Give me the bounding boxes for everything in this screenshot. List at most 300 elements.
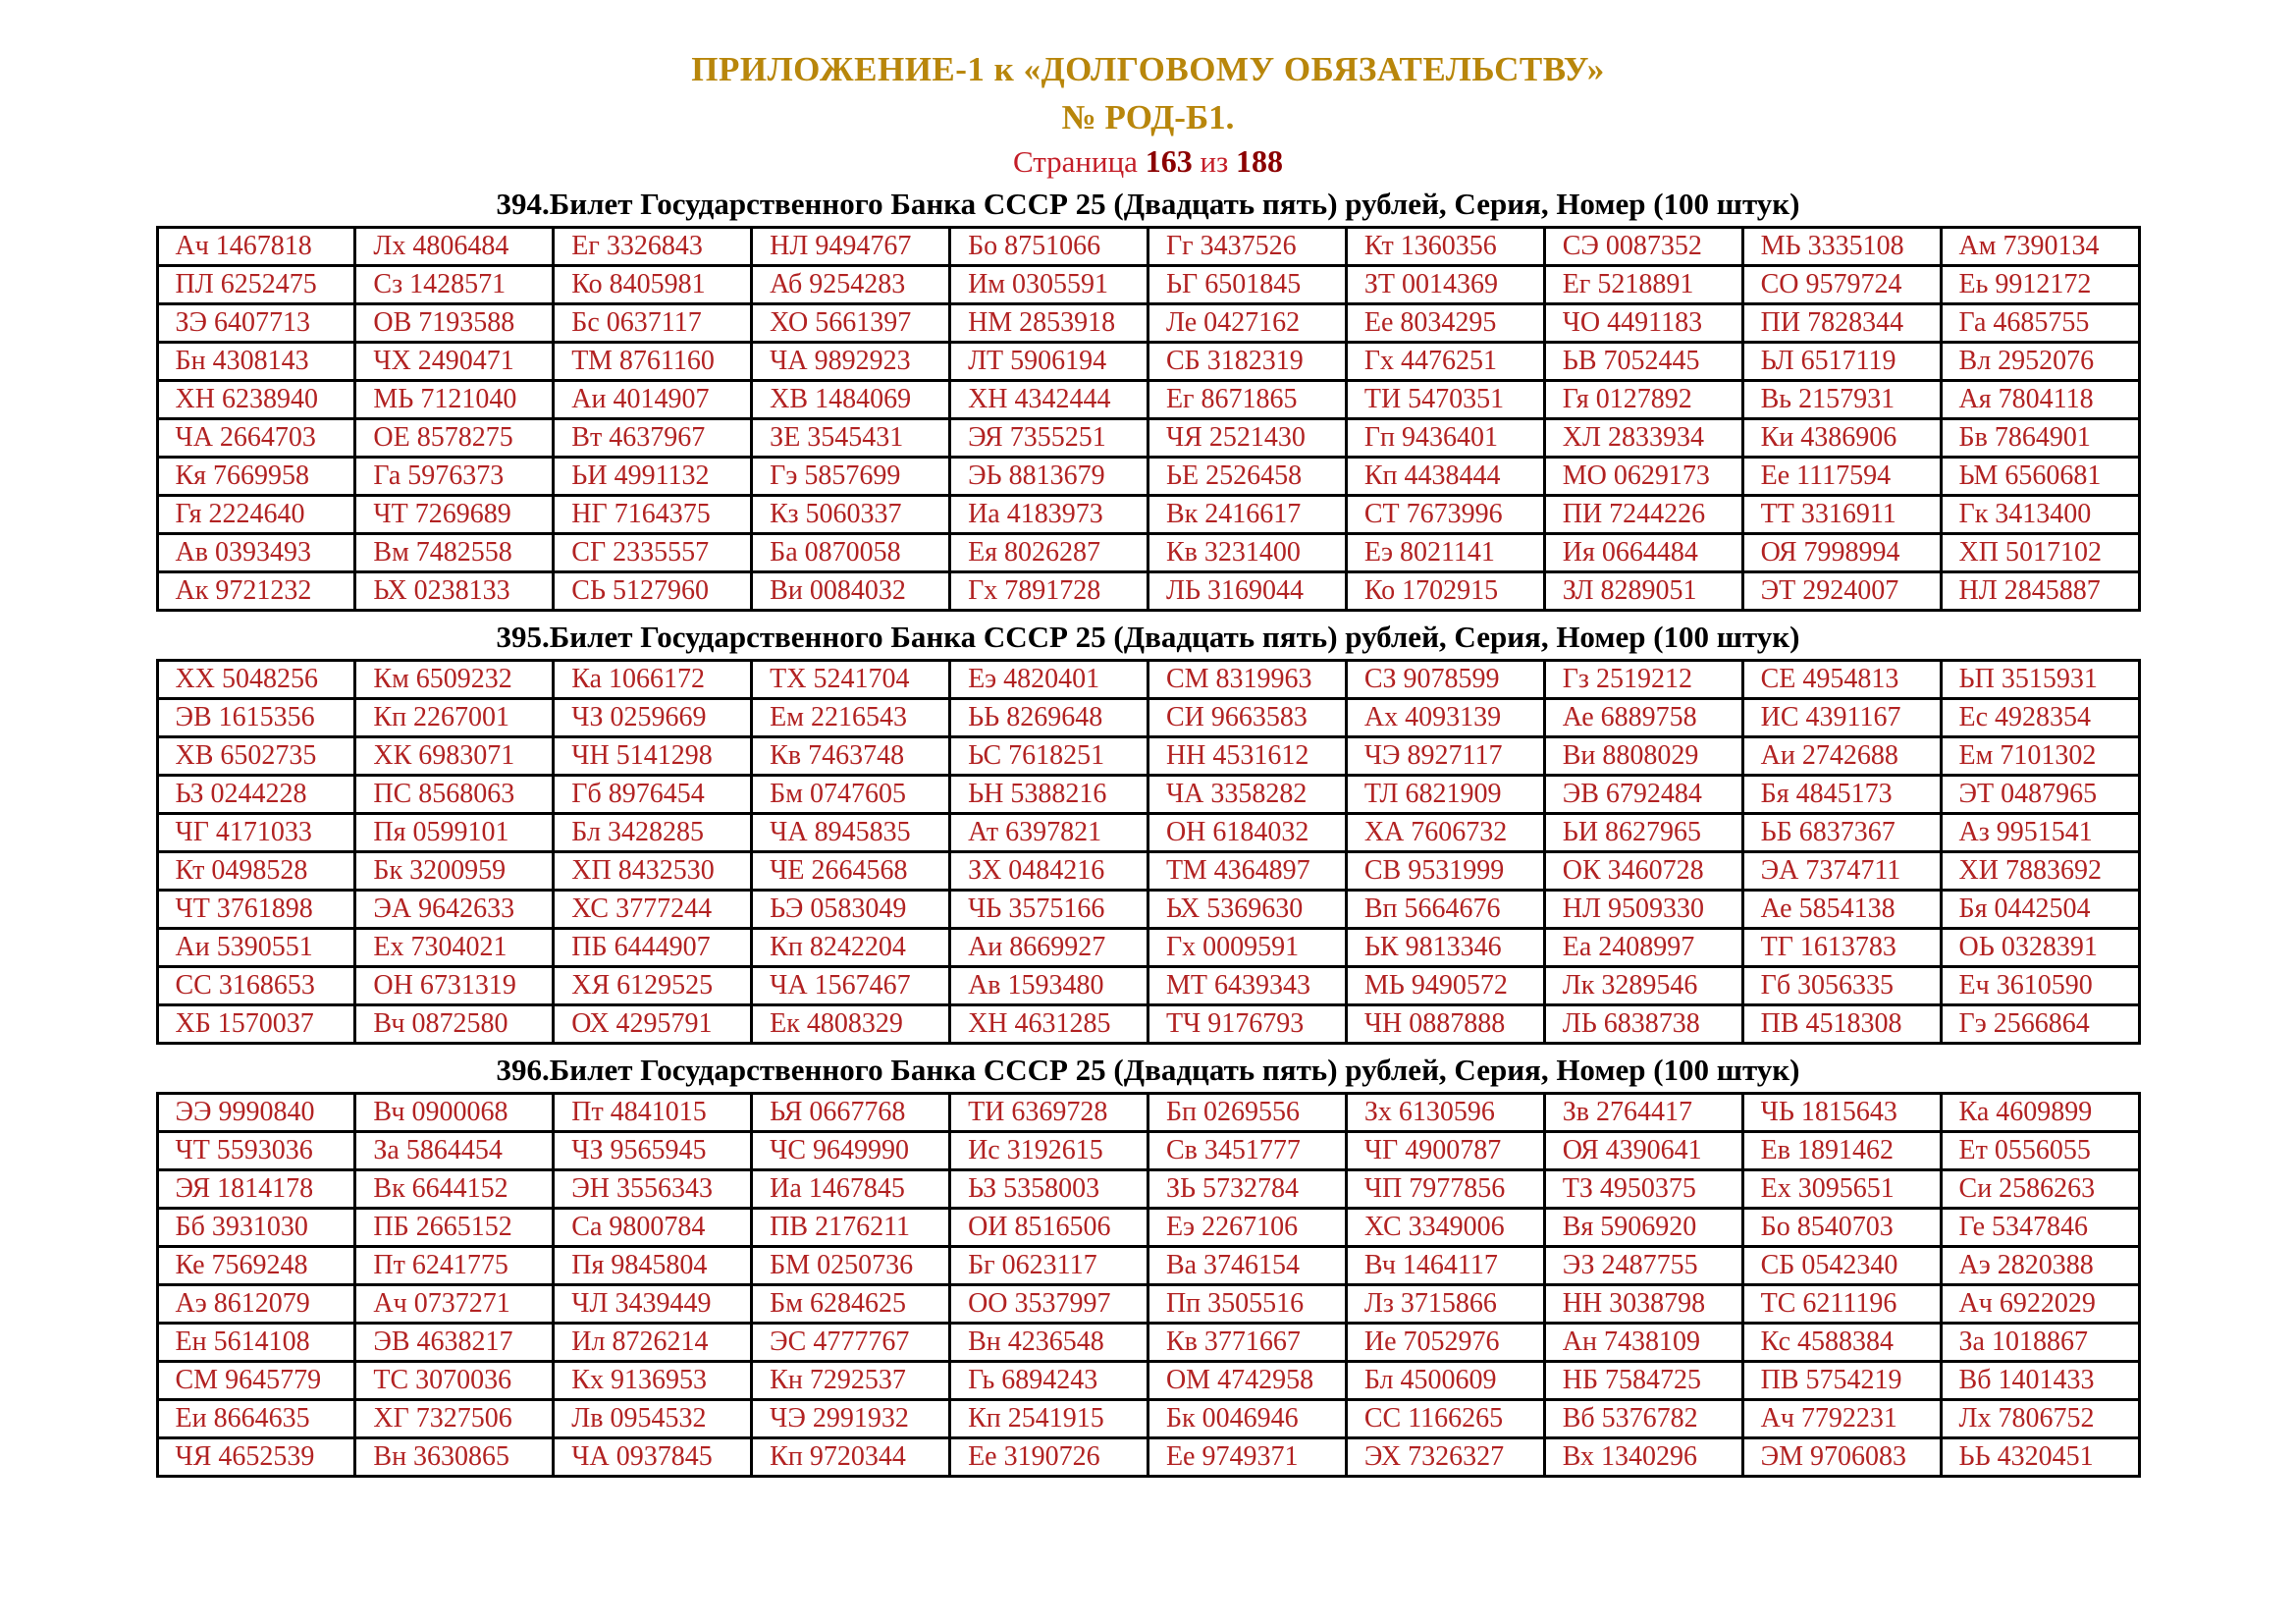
serial-cell: ЭТ 2924007	[1742, 572, 1941, 611]
serial-cell: Аи 5390551	[157, 929, 355, 967]
serial-cell: Гэ 5857699	[752, 458, 950, 496]
serial-cell: ЧЯ 4652539	[157, 1438, 355, 1477]
serial-cell: Вм 7482558	[355, 534, 554, 572]
serial-cell: Вч 1464117	[1346, 1247, 1544, 1285]
serial-cell: ХВ 6502735	[157, 737, 355, 776]
serial-cell: СЬ 5127960	[554, 572, 752, 611]
serial-cell: Ко 1702915	[1346, 572, 1544, 611]
page-total: 188	[1236, 143, 1284, 179]
serial-cell: ЧА 0937845	[554, 1438, 752, 1477]
serial-cell: ХВ 1484069	[752, 381, 950, 419]
serial-cell: Гя 2224640	[157, 496, 355, 534]
table-row	[157, 929, 2139, 967]
serial-cell: Вл 2952076	[1941, 343, 2139, 381]
of-word: из	[1200, 144, 1229, 179]
serial-cell: Сз 1428571	[355, 266, 554, 304]
serial-cell: ТС 6211196	[1742, 1285, 1941, 1324]
serial-cell: ЭА 9642633	[355, 891, 554, 929]
serial-cell: ЗЕ 3545431	[752, 419, 950, 458]
serial-cell: ОЬ 0328391	[1941, 929, 2139, 967]
serial-cell: Бн 4308143	[157, 343, 355, 381]
serial-cell: Аэ 2820388	[1941, 1247, 2139, 1285]
serial-cell: ПЛ 6252475	[157, 266, 355, 304]
serial-cell: ЧП 7977856	[1346, 1170, 1544, 1209]
serial-cell: Ие 7052976	[1346, 1324, 1544, 1362]
serial-cell: ЧЗ 9565945	[554, 1132, 752, 1170]
serial-cell: Иа 1467845	[752, 1170, 950, 1209]
serial-cell: ЬС 7618251	[950, 737, 1148, 776]
serial-cell: Пя 9845804	[554, 1247, 752, 1285]
serial-cell: Ее 1117594	[1742, 458, 1941, 496]
serial-cell: ТЗ 4950375	[1544, 1170, 1742, 1209]
serial-cell: Вб 1401433	[1941, 1362, 2139, 1400]
serial-cell: Аз 9951541	[1941, 814, 2139, 852]
serial-cell: Кп 8242204	[752, 929, 950, 967]
table-row	[157, 419, 2139, 458]
serial-cell: Вт 4637967	[554, 419, 752, 458]
serial-cell: Ан 7438109	[1544, 1324, 1742, 1362]
serial-cell: Бя 4845173	[1742, 776, 1941, 814]
serial-cell: Ач 1467818	[157, 228, 355, 266]
serial-cell: Вч 0872580	[355, 1005, 554, 1044]
serial-cell: Ки 4386906	[1742, 419, 1941, 458]
serial-cell: Вк 6644152	[355, 1170, 554, 1209]
serial-cell: За 1018867	[1941, 1324, 2139, 1362]
serial-cell: ЗХ 0484216	[950, 852, 1148, 891]
serial-cell: ЧЭ 2991932	[752, 1400, 950, 1438]
serial-cell: Си 2586263	[1941, 1170, 2139, 1209]
serial-cell: Кх 9136953	[554, 1362, 752, 1400]
serial-cell: Са 9800784	[554, 1209, 752, 1247]
serial-cell: ХХ 5048256	[157, 661, 355, 699]
serial-cell: Гб 8976454	[554, 776, 752, 814]
serial-cell: Ко 8405981	[554, 266, 752, 304]
serial-cell: Ав 0393493	[157, 534, 355, 572]
serial-cell: Ег 3326843	[554, 228, 752, 266]
serial-cell: ЧЗ 0259669	[554, 699, 752, 737]
serial-cell: Ба 0870058	[752, 534, 950, 572]
serial-cell: Гэ 2566864	[1941, 1005, 2139, 1044]
document-number: № РОД-Б1.	[1061, 97, 1235, 136]
serial-cell: ЛЬ 3169044	[1148, 572, 1346, 611]
serial-cell: ЭВ 4638217	[355, 1324, 554, 1362]
serial-cell: ХП 5017102	[1941, 534, 2139, 572]
serial-cell: Ея 8026287	[950, 534, 1148, 572]
serial-cell: Ен 5614108	[157, 1324, 355, 1362]
serial-cell: ХП 8432530	[554, 852, 752, 891]
serial-cell: Кв 3771667	[1148, 1324, 1346, 1362]
serial-cell: ТИ 6369728	[950, 1094, 1148, 1132]
serial-cell: ПБ 6444907	[554, 929, 752, 967]
serial-cell: СЭ 0087352	[1544, 228, 1742, 266]
serial-cell: Кт 0498528	[157, 852, 355, 891]
table-row	[157, 1438, 2139, 1477]
serial-cell: Ка 1066172	[554, 661, 752, 699]
serial-cell: Ее 9749371	[1148, 1438, 1346, 1477]
serial-cell: ЬЗ 5358003	[950, 1170, 1148, 1209]
serial-cell: Бб 3931030	[157, 1209, 355, 1247]
serial-cell: ОХ 4295791	[554, 1005, 752, 1044]
serial-cell: Еи 8664635	[157, 1400, 355, 1438]
serial-cell: ЭВ 6792484	[1544, 776, 1742, 814]
table-row	[157, 699, 2139, 737]
serial-cell: Км 6509232	[355, 661, 554, 699]
table-row	[157, 1209, 2139, 1247]
serial-cell: ПИ 7828344	[1742, 304, 1941, 343]
serial-cell: Кс 4588384	[1742, 1324, 1941, 1362]
serial-cell: ХБ 1570037	[157, 1005, 355, 1044]
serial-cell: СЕ 4954813	[1742, 661, 1941, 699]
serial-cell: Ия 0664484	[1544, 534, 1742, 572]
serial-cell: Ее 3190726	[950, 1438, 1148, 1477]
serial-cell: Ге 5347846	[1941, 1209, 2139, 1247]
serial-cell: СМ 8319963	[1148, 661, 1346, 699]
serial-cell: ОЯ 4390641	[1544, 1132, 1742, 1170]
table-row	[157, 572, 2139, 611]
serial-cell: Бл 3428285	[554, 814, 752, 852]
serial-cell: ЬБ 6837367	[1742, 814, 1941, 852]
serial-cell: ОЯ 7998994	[1742, 534, 1941, 572]
serial-cell: СТ 7673996	[1346, 496, 1544, 534]
serial-cell: Аб 9254283	[752, 266, 950, 304]
serial-cell: Св 3451777	[1148, 1132, 1346, 1170]
serial-cell: ЬЯ 0667768	[752, 1094, 950, 1132]
serial-cell: ПБ 2665152	[355, 1209, 554, 1247]
serial-cell: ОО 3537997	[950, 1285, 1148, 1324]
table-row	[157, 1324, 2139, 1362]
serial-cell: ЭН 3556343	[554, 1170, 752, 1209]
serial-cell: ТМ 8761160	[554, 343, 752, 381]
serial-cell: Пт 4841015	[554, 1094, 752, 1132]
serial-cell: НН 3038798	[1544, 1285, 1742, 1324]
serial-cell: Гк 3413400	[1941, 496, 2139, 534]
serial-cell: Бл 4500609	[1346, 1362, 1544, 1400]
serial-cell: Иа 4183973	[950, 496, 1148, 534]
serial-cell: Лх 4806484	[355, 228, 554, 266]
page-indicator	[0, 136, 2296, 179]
serial-cell: ОН 6731319	[355, 967, 554, 1005]
serial-cell: ТХ 5241704	[752, 661, 950, 699]
serial-cell: МТ 6439343	[1148, 967, 1346, 1005]
appendix-title: ПРИЛОЖЕНИЕ-1 к «ДОЛГОВОМУ ОБЯЗАТЕЛЬСТВУ»	[691, 50, 1605, 88]
serial-cell: ЧС 9649990	[752, 1132, 950, 1170]
serial-cell: Бп 0269556	[1148, 1094, 1346, 1132]
serial-cell: ЛЬ 6838738	[1544, 1005, 1742, 1044]
table-row	[157, 304, 2139, 343]
serial-cell: ЭЯ 1814178	[157, 1170, 355, 1209]
table-row	[157, 814, 2139, 852]
table-row	[157, 852, 2139, 891]
serial-cell: ЧТ 5593036	[157, 1132, 355, 1170]
serial-cell: Ет 0556055	[1941, 1132, 2139, 1170]
serial-cell: ЭЯ 7355251	[950, 419, 1148, 458]
serial-cell: Ек 4808329	[752, 1005, 950, 1044]
serial-cell: Вь 2157931	[1742, 381, 1941, 419]
serial-cell: ПВ 5754219	[1742, 1362, 1941, 1400]
serial-cell: Ви 8808029	[1544, 737, 1742, 776]
serial-cell: Ам 7390134	[1941, 228, 2139, 266]
serial-cell: ЬМ 6560681	[1941, 458, 2139, 496]
serial-cell: ЧН 0887888	[1346, 1005, 1544, 1044]
serial-cell: СО 9579724	[1742, 266, 1941, 304]
serial-cell: ЗЭ 6407713	[157, 304, 355, 343]
serial-cell: ЧА 9892923	[752, 343, 950, 381]
serial-cell: Ег 5218891	[1544, 266, 1742, 304]
serial-cell: НН 4531612	[1148, 737, 1346, 776]
serial-cell: ХЛ 2833934	[1544, 419, 1742, 458]
serial-cell: Ач 6922029	[1941, 1285, 2139, 1324]
serial-cell: Аи 4014907	[554, 381, 752, 419]
table-row	[157, 1400, 2139, 1438]
serial-cell: Ви 0084032	[752, 572, 950, 611]
serial-cell: Ис 3192615	[950, 1132, 1148, 1170]
serial-cell: ОМ 4742958	[1148, 1362, 1346, 1400]
page-word: Страница	[1012, 144, 1138, 179]
serial-cell: МО 0629173	[1544, 458, 1742, 496]
serial-cell: Пт 6241775	[355, 1247, 554, 1285]
serial-cell: ИС 4391167	[1742, 699, 1941, 737]
serial-cell: Кп 9720344	[752, 1438, 950, 1477]
serial-cell: ЧЬ 1815643	[1742, 1094, 1941, 1132]
serial-cell: Ке 7569248	[157, 1247, 355, 1285]
serial-cell: МЬ 9490572	[1346, 967, 1544, 1005]
serial-cell: СБ 3182319	[1148, 343, 1346, 381]
serial-cell: ТГ 1613783	[1742, 929, 1941, 967]
serial-cell: Гп 9436401	[1346, 419, 1544, 458]
serial-cell: Лз 3715866	[1346, 1285, 1544, 1324]
serial-cell: Бк 3200959	[355, 852, 554, 891]
table-row	[157, 458, 2139, 496]
serial-cell: Га 4685755	[1941, 304, 2139, 343]
serial-cell: Ех 3095651	[1742, 1170, 1941, 1209]
serial-cell: Гх 7891728	[950, 572, 1148, 611]
serial-cell: Ач 7792231	[1742, 1400, 1941, 1438]
serial-cell: ЭА 7374711	[1742, 852, 1941, 891]
serial-cell: Вх 1340296	[1544, 1438, 1742, 1477]
serial-cell: ЧЛ 3439449	[554, 1285, 752, 1324]
serial-cell: Пп 3505516	[1148, 1285, 1346, 1324]
serial-table-395	[156, 659, 2141, 1045]
serial-cell: Вб 5376782	[1544, 1400, 1742, 1438]
serial-cell: ЬИ 8627965	[1544, 814, 1742, 852]
table-row	[157, 1285, 2139, 1324]
serial-cell: Бо 8540703	[1742, 1209, 1941, 1247]
table-row	[157, 891, 2139, 929]
serial-cell: ЧГ 4171033	[157, 814, 355, 852]
serial-cell: Ае 5854138	[1742, 891, 1941, 929]
serial-cell: ЗТ 0014369	[1346, 266, 1544, 304]
serial-cell: ЧТ 7269689	[355, 496, 554, 534]
serial-cell: Пя 0599101	[355, 814, 554, 852]
serial-cell: Бя 0442504	[1941, 891, 2139, 929]
serial-cell: Ев 1891462	[1742, 1132, 1941, 1170]
serial-cell: ЧЕ 2664568	[752, 852, 950, 891]
serial-cell: Ач 0737271	[355, 1285, 554, 1324]
serial-cell: ЬХ 0238133	[355, 572, 554, 611]
serial-cell: ЬК 9813346	[1346, 929, 1544, 967]
serial-cell: ХК 6983071	[355, 737, 554, 776]
serial-cell: ЬЛ 6517119	[1742, 343, 1941, 381]
serial-cell: Лв 0954532	[554, 1400, 752, 1438]
serial-cell: НБ 7584725	[1544, 1362, 1742, 1400]
serial-cell: Ем 2216543	[752, 699, 950, 737]
serial-cell: Гя 0127892	[1544, 381, 1742, 419]
serial-cell: Кп 4438444	[1346, 458, 1544, 496]
serial-cell: Вн 3630865	[355, 1438, 554, 1477]
serial-cell: Им 0305591	[950, 266, 1148, 304]
serial-cell: Ае 6889758	[1544, 699, 1742, 737]
serial-cell: Ах 4093139	[1346, 699, 1544, 737]
serial-cell: ЧО 4491183	[1544, 304, 1742, 343]
serial-cell: НГ 7164375	[554, 496, 752, 534]
serial-cell: ЧА 3358282	[1148, 776, 1346, 814]
serial-cell: Кв 7463748	[752, 737, 950, 776]
serial-cell: Бо 8751066	[950, 228, 1148, 266]
serial-cell: ХИ 7883692	[1941, 852, 2139, 891]
serial-cell: СИ 9663583	[1148, 699, 1346, 737]
table-title-395: 395.Билет Государственного Банка СССР 25 (Двадцать пять) рублей, Серия, Номер (100 штук)	[496, 620, 1800, 655]
serial-cell: ЧЯ 2521430	[1148, 419, 1346, 458]
serial-cell: НЛ 9494767	[752, 228, 950, 266]
serial-cell: Кп 2267001	[355, 699, 554, 737]
serial-cell: МЬ 3335108	[1742, 228, 1941, 266]
serial-cell: Ем 7101302	[1941, 737, 2139, 776]
serial-cell: Ка 4609899	[1941, 1094, 2139, 1132]
serial-cell: ОИ 8516506	[950, 1209, 1148, 1247]
serial-cell: Ва 3746154	[1148, 1247, 1346, 1285]
serial-cell: ЬН 5388216	[950, 776, 1148, 814]
page-current: 163	[1145, 143, 1193, 179]
serial-cell: Еь 9912172	[1941, 266, 2139, 304]
serial-cell: Ле 0427162	[1148, 304, 1346, 343]
serial-cell: Гб 3056335	[1742, 967, 1941, 1005]
table-row	[157, 381, 2139, 419]
serial-cell: Ех 7304021	[355, 929, 554, 967]
serial-cell: СС 1166265	[1346, 1400, 1544, 1438]
serial-cell: ОК 3460728	[1544, 852, 1742, 891]
serial-cell: Кн 7292537	[752, 1362, 950, 1400]
serial-cell: Еэ 4820401	[950, 661, 1148, 699]
serial-cell: ПС 8568063	[355, 776, 554, 814]
serial-cell: Ак 9721232	[157, 572, 355, 611]
serial-cell: ТЧ 9176793	[1148, 1005, 1346, 1044]
serial-cell: ПИ 7244226	[1544, 496, 1742, 534]
serial-cell: ХГ 7327506	[355, 1400, 554, 1438]
serial-cell: Лк 3289546	[1544, 967, 1742, 1005]
serial-cell: СВ 9531999	[1346, 852, 1544, 891]
serial-cell: ЬЕ 2526458	[1148, 458, 1346, 496]
serial-cell: Вч 0900068	[355, 1094, 554, 1132]
serial-cell: ЧА 2664703	[157, 419, 355, 458]
serial-cell: Гь 6894243	[950, 1362, 1148, 1400]
serial-cell: Ая 7804118	[1941, 381, 2139, 419]
table-row	[157, 266, 2139, 304]
serial-cell: ХН 4342444	[950, 381, 1148, 419]
serial-cell: НМ 2853918	[950, 304, 1148, 343]
table-row	[157, 534, 2139, 572]
table-row	[157, 737, 2139, 776]
serial-cell: ЭЬ 8813679	[950, 458, 1148, 496]
table-title-396: 396.Билет Государственного Банка СССР 25 (Двадцать пять) рублей, Серия, Номер (100 штук)	[496, 1053, 1800, 1088]
serial-cell: ЧЬ 3575166	[950, 891, 1148, 929]
serial-cell: ЧХ 2490471	[355, 343, 554, 381]
table-row	[157, 1362, 2139, 1400]
serial-cell: Бв 7864901	[1941, 419, 2139, 458]
serial-cell: ЬЬ 8269648	[950, 699, 1148, 737]
serial-cell: ЗЛ 8289051	[1544, 572, 1742, 611]
serial-cell: Гз 2519212	[1544, 661, 1742, 699]
serial-cell: Еч 3610590	[1941, 967, 2139, 1005]
serial-cell: ЭМ 9706083	[1742, 1438, 1941, 1477]
serial-cell: ЬЗ 0244228	[157, 776, 355, 814]
table-row	[157, 1005, 2139, 1044]
table-title-394: 394.Билет Государственного Банка СССР 25 (Двадцать пять) рублей, Серия, Номер (100 штук)	[496, 187, 1800, 222]
serial-cell: ПВ 4518308	[1742, 1005, 1941, 1044]
serial-cell: Бк 0046946	[1148, 1400, 1346, 1438]
serial-cell: ТЛ 6821909	[1346, 776, 1544, 814]
serial-cell: Кв 3231400	[1148, 534, 1346, 572]
serial-cell: ЬЭ 0583049	[752, 891, 950, 929]
table-row	[157, 776, 2139, 814]
serial-cell: Бм 6284625	[752, 1285, 950, 1324]
serial-cell: ТС 3070036	[355, 1362, 554, 1400]
serial-cell: БМ 0250736	[752, 1247, 950, 1285]
table-row	[157, 1094, 2139, 1132]
serial-cell: Ат 6397821	[950, 814, 1148, 852]
serial-table-396	[156, 1092, 2141, 1478]
table-row	[157, 496, 2139, 534]
serial-cell: ЗЬ 5732784	[1148, 1170, 1346, 1209]
serial-cell: Гг 3437526	[1148, 228, 1346, 266]
serial-cell: ЭХ 7326327	[1346, 1438, 1544, 1477]
serial-cell: Еэ 8021141	[1346, 534, 1544, 572]
serial-cell: ЬИ 4991132	[554, 458, 752, 496]
serial-cell: Га 5976373	[355, 458, 554, 496]
serial-cell: ЧН 5141298	[554, 737, 752, 776]
table-row	[157, 1132, 2139, 1170]
serial-cell: СБ 0542340	[1742, 1247, 1941, 1285]
serial-cell: Кя 7669958	[157, 458, 355, 496]
serial-cell: ЬЬ 4320451	[1941, 1438, 2139, 1477]
serial-cell: СЗ 9078599	[1346, 661, 1544, 699]
serial-cell: ЧГ 4900787	[1346, 1132, 1544, 1170]
serial-cell: Кп 2541915	[950, 1400, 1148, 1438]
serial-table-394	[156, 226, 2141, 612]
serial-cell: Вп 5664676	[1346, 891, 1544, 929]
serial-cell: ЭВ 1615356	[157, 699, 355, 737]
serial-cell: ЧЭ 8927117	[1346, 737, 1544, 776]
serial-cell: ЬХ 5369630	[1148, 891, 1346, 929]
serial-cell: ЭЭ 9990840	[157, 1094, 355, 1132]
table-row	[157, 228, 2139, 266]
table-row	[157, 661, 2139, 699]
table-row	[157, 1247, 2139, 1285]
serial-cell: За 5864454	[355, 1132, 554, 1170]
serial-cell: ЭЗ 2487755	[1544, 1247, 1742, 1285]
serial-cell: ХС 3777244	[554, 891, 752, 929]
serial-cell: СГ 2335557	[554, 534, 752, 572]
serial-cell: Ее 8034295	[1346, 304, 1544, 343]
serial-cell: ПВ 2176211	[752, 1209, 950, 1247]
serial-cell: НЛ 9509330	[1544, 891, 1742, 929]
serial-cell: ОН 6184032	[1148, 814, 1346, 852]
serial-cell: СМ 9645779	[157, 1362, 355, 1400]
serial-cell: ХН 6238940	[157, 381, 355, 419]
serial-cell: СС 3168653	[157, 967, 355, 1005]
serial-cell: Кт 1360356	[1346, 228, 1544, 266]
table-row	[157, 967, 2139, 1005]
serial-cell: ЛТ 5906194	[950, 343, 1148, 381]
